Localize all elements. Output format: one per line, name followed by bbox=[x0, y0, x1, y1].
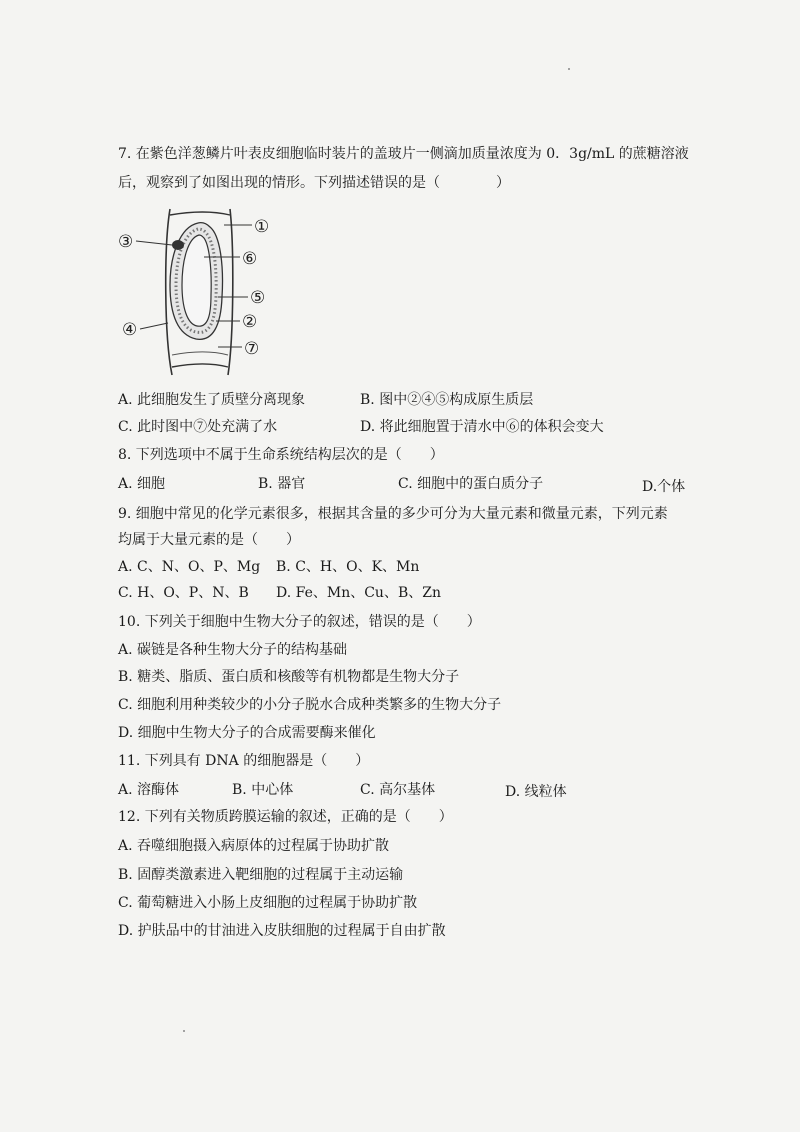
q12-option-c: C. 葡萄糖进入小肠上皮细胞的过程属于协助扩散 bbox=[118, 895, 418, 911]
q9-option-c: C. H、O、P、N、B bbox=[118, 585, 249, 601]
q9-stem-line2: 均属于大量元素的是（ ） bbox=[118, 532, 300, 548]
q11-option-d: D. 线粒体 bbox=[505, 784, 567, 800]
label-2: ② bbox=[242, 312, 258, 332]
q8-option-c: C. 细胞中的蛋白质分子 bbox=[398, 476, 544, 492]
q12-option-b: B. 固醇类激素进入靶细胞的过程属于主动运输 bbox=[118, 867, 404, 883]
q8-option-b: B. 器官 bbox=[258, 476, 306, 492]
q7-option-d: D. 将此细胞置于清水中⑥的体积会变大 bbox=[360, 419, 604, 435]
scan-speck bbox=[183, 1030, 185, 1032]
q7-option-c: C. 此时图中⑦处充满了水 bbox=[118, 419, 278, 435]
q9-option-a: A. C、N、O、P、Mg bbox=[118, 559, 261, 575]
q7-option-b: B. 图中②④⑤构成原生质层 bbox=[360, 392, 534, 408]
cell-wall-bottom bbox=[172, 364, 228, 367]
q9-option-b: B. C、H、O、K、Mn bbox=[276, 559, 420, 575]
q7-option-a: A. 此细胞发生了质壁分离现象 bbox=[118, 392, 306, 408]
cell-wall-top bbox=[170, 212, 230, 215]
q10-option-b: B. 糖类、脂质、蛋白质和核酸等有机物都是生物大分子 bbox=[118, 669, 460, 685]
q11-option-b: B. 中心体 bbox=[232, 782, 294, 798]
label-5: ⑤ bbox=[250, 288, 266, 308]
q10-option-c: C. 细胞利用种类较少的小分子脱水合成种类繁多的生物大分子 bbox=[118, 697, 502, 713]
label-4: ④ bbox=[122, 320, 138, 340]
q11-stem: 11. 下列具有 DNA 的细胞器是（ ） bbox=[118, 753, 370, 769]
label-6: ⑥ bbox=[242, 249, 258, 269]
q11-option-c: C. 高尔基体 bbox=[360, 782, 436, 798]
q12-stem: 12. 下列有关物质跨膜运输的叙述，正确的是（ ） bbox=[118, 809, 453, 825]
q8-stem: 8. 下列选项中不属于生命系统结构层次的是（ ） bbox=[118, 447, 444, 463]
q12-option-a: A. 吞噬细胞摄入病原体的过程属于协助扩散 bbox=[118, 838, 390, 854]
q8-option-d: D.个体 bbox=[642, 479, 686, 495]
q7-stem-line2: 后，观察到了如图出现的情形。下列描述错误的是（ ） bbox=[118, 175, 510, 191]
cell-wall-right bbox=[228, 209, 233, 375]
scan-speck bbox=[568, 68, 570, 70]
label-7: ⑦ bbox=[244, 339, 260, 359]
q12-option-d: D. 护肤品中的甘油进入皮肤细胞的过程属于自由扩散 bbox=[118, 923, 446, 939]
label-1: ① bbox=[254, 217, 270, 237]
q9-stem-line1: 9. 细胞中常见的化学元素很多，根据其含量的多少可分为大量元素和微量元素，下列元素 bbox=[118, 506, 668, 522]
q7-stem-line1: 7. 在紫色洋葱鳞片叶表皮细胞临时装片的盖玻片一侧滴加质量浓度为 0．3g/mL 的蔗糖溶液 bbox=[118, 146, 689, 162]
q8-option-a: A. 细胞 bbox=[118, 476, 166, 492]
q9-option-d: D. Fe、Mn、Cu、B、Zn bbox=[276, 585, 441, 601]
nucleus bbox=[172, 240, 184, 250]
label-3: ③ bbox=[118, 232, 134, 252]
q11-option-a: A. 溶酶体 bbox=[118, 782, 180, 798]
q10-option-a: A. 碳链是各种生物大分子的结构基础 bbox=[118, 642, 348, 658]
q10-stem: 10. 下列关于细胞中生物大分子的叙述，错误的是（ ） bbox=[118, 614, 481, 630]
plasmolysis-cell-diagram bbox=[118, 205, 288, 377]
q10-option-d: D. 细胞中生物大分子的合成需要酶来催化 bbox=[118, 725, 376, 741]
